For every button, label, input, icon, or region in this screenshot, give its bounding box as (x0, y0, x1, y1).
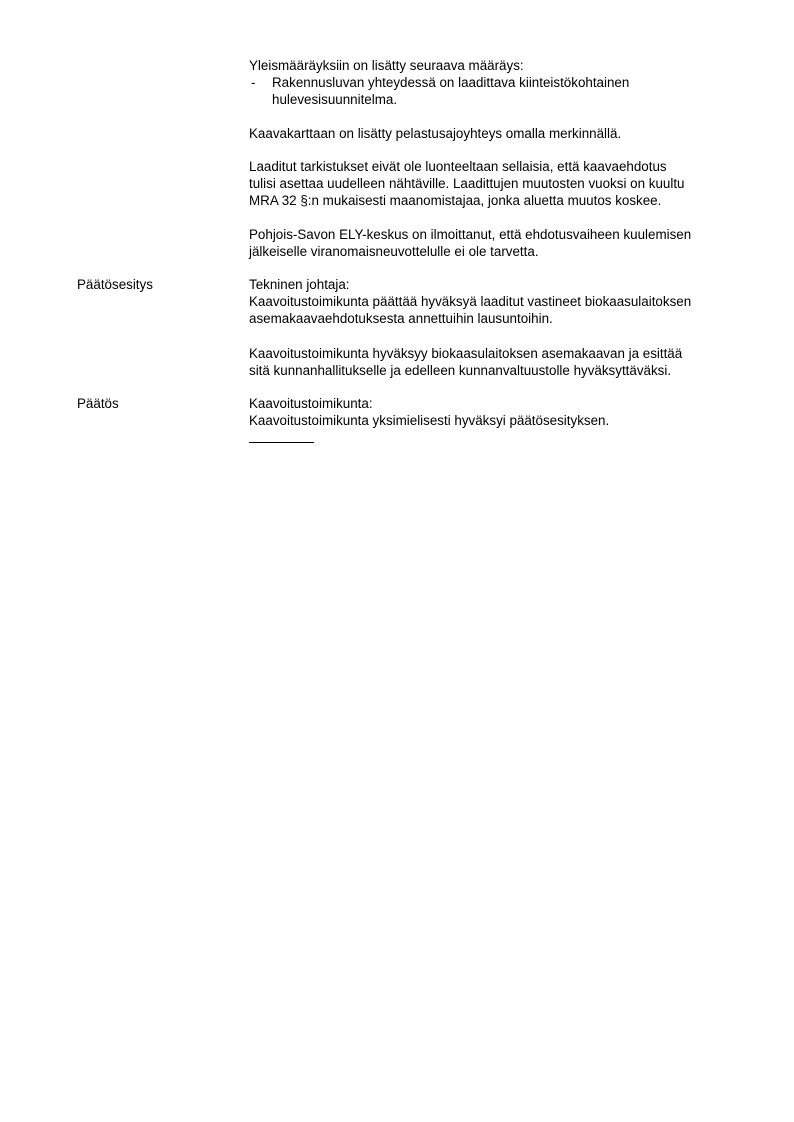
proposal-text1-line-2: asemakaavaehdotuksesta annettuihin lausuntoihin. (249, 311, 553, 327)
regulation-intro: Yleismääräyksiin on lisätty seuraava määräys: (249, 58, 524, 73)
decision-label: Päätös (77, 396, 119, 411)
proposal-text2-line-1: Kaavoitustoimikunta hyväksyy biokaasulaitoksen asemakaavan ja esittää (249, 346, 683, 361)
proposal-section (249, 276, 749, 328)
checks-line-2: tulisi asettaa uudelleen nähtäville. Laadittujen muutosten vuoksi on kuultu (249, 176, 685, 192)
proposal-text1-line-1: Kaavoitustoimikunta päättää hyväksyä laaditut vastineet biokaasulaitoksen (249, 294, 692, 310)
map-note: Kaavakarttaan on lisätty pelastusajoyhteys omalla merkinnällä. (249, 126, 622, 141)
bullet-dash: - (251, 75, 256, 91)
decision-body-name: Kaavoitustoimikunta: (249, 396, 373, 411)
ely-section (249, 226, 749, 260)
decision-text: Kaavoitustoimikunta yksimielisesti hyväksyi päätösesityksen. (249, 413, 610, 429)
checks-section (249, 158, 749, 210)
proposal-label: Päätösesitys (77, 277, 153, 292)
decision-section (249, 395, 749, 429)
ely-line-2: jälkeiselle viranomaisneuvottelulle ei ole tarvetta. (249, 244, 539, 260)
regulation-section (249, 57, 749, 109)
checks-line-3: MRA 32 §:n mukaisesti maanomistajaa, jonka aluetta muutos koskee. (249, 193, 662, 209)
separator-line (249, 442, 314, 443)
proposal-presenter: Tekninen johtaja: (249, 277, 350, 292)
regulation-bullet-line-1: Rakennusluvan yhteydessä on laadittava kiinteistökohtainen (272, 75, 630, 91)
ely-line-1: Pohjois-Savon ELY-keskus on ilmoittanut, että ehdotusvaiheen kuulemisen (249, 227, 692, 242)
regulation-bullet-line-2: hulevesisuunnitelma. (272, 92, 398, 108)
map-note-section (249, 125, 749, 142)
proposal-section-2 (249, 345, 749, 379)
checks-line-1: Laaditut tarkistukset eivät ole luonteeltaan sellaisia, että kaavaehdotus (249, 159, 667, 174)
proposal-text2-line-2: sitä kunnanhallitukselle ja edelleen kunnanvaltuustolle hyväksyttäväksi. (249, 363, 672, 379)
regulation-bullet (249, 74, 749, 108)
